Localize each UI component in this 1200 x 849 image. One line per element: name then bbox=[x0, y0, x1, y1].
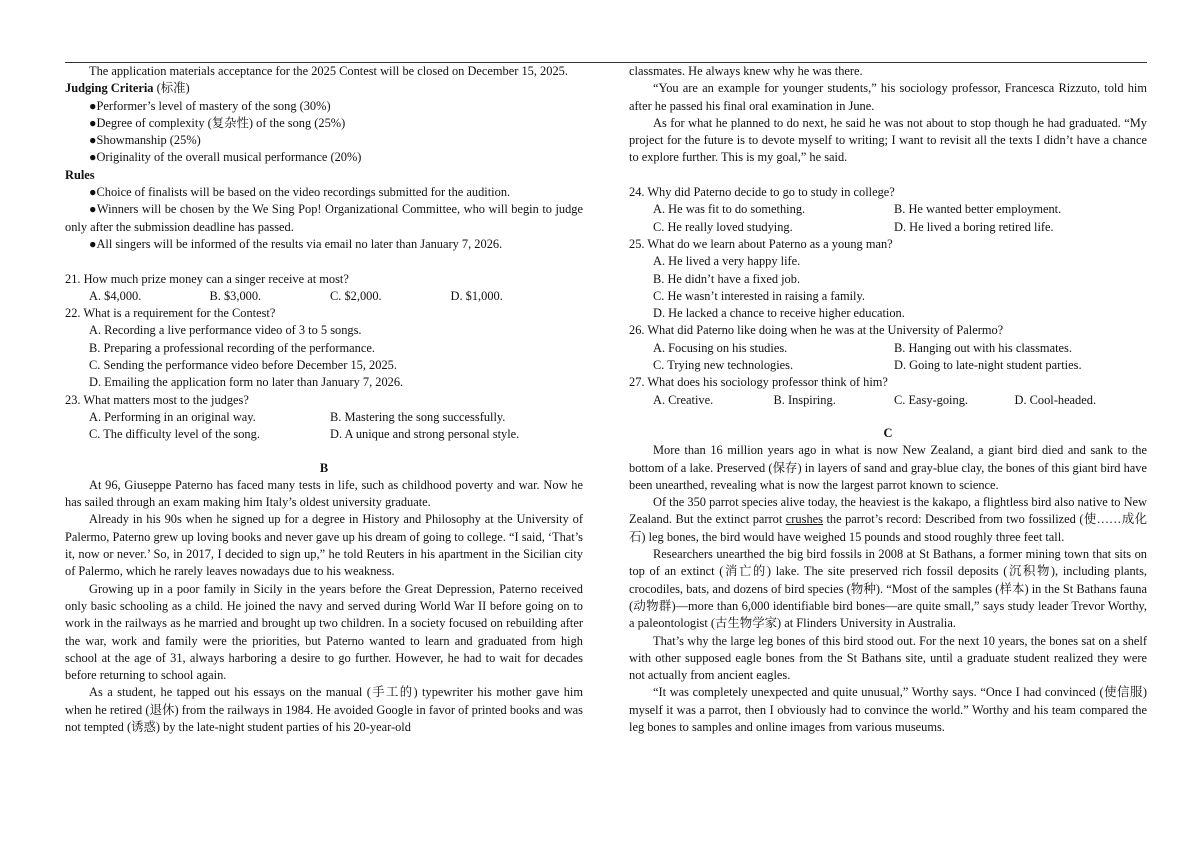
option: A. $4,000. bbox=[89, 288, 142, 303]
question-25-stem: 25. What do we learn about Paterno as a young man? bbox=[629, 236, 893, 251]
passage-c-text: the parrot’s record: Described from two fossilized (使……成化石) leg bones, the bird would have weighed 15 pounds and stood roughly three feet tall. bbox=[629, 512, 1147, 544]
option: B. $3,000. bbox=[209, 288, 262, 303]
rule-item: ●All singers will be informed of the results via email no later than January 7, 2026. bbox=[89, 236, 503, 251]
option: D. He lived a boring retired life. bbox=[894, 219, 1054, 234]
option: B. Preparing a professional recording of the performance. bbox=[89, 340, 375, 355]
option: B. Mastering the song successfully. bbox=[330, 409, 506, 424]
underlined-word: crushes bbox=[785, 512, 823, 527]
section-c-title: C bbox=[883, 425, 893, 440]
right-column bbox=[629, 63, 1147, 736]
option: C. Sending the performance video before December 15, 2025. bbox=[89, 358, 397, 373]
question-21-options bbox=[65, 288, 583, 305]
passage-b-paragraph: “You are an example for younger students,” his sociology professor, Francesca Rizzuto, told him after he passed his final oral examination in June. bbox=[629, 81, 1147, 113]
question-22-stem: 22. What is a requirement for the Contest? bbox=[65, 306, 276, 321]
criterion-item: ●Degree of complexity (复杂性) of the song (25%) bbox=[89, 115, 346, 130]
option: D. Emailing the application form no later than January 7, 2026. bbox=[89, 375, 404, 390]
question-27-options bbox=[629, 392, 1147, 409]
option: A. Performing in an original way. bbox=[89, 409, 256, 424]
option: B. Hanging out with his classmates. bbox=[894, 340, 1072, 355]
option: A. He was fit to do something. bbox=[653, 202, 806, 217]
criterion-item: ●Showmanship (25%) bbox=[89, 133, 201, 148]
question-26-stem: 26. What did Paterno like doing when he was at the University of Palermo? bbox=[629, 323, 1004, 338]
option: B. He wanted better employment. bbox=[894, 202, 1062, 217]
passage-c-paragraph: “It was completely unexpected and quite unusual,” Worthy says. “Once I had convinced (使信服) myself it was a parrot, then I obviously had to convince the world.” Worthy and his team compared the leg bones to samples and online images from various museums. bbox=[629, 685, 1147, 734]
option: D. $1,000. bbox=[450, 288, 503, 303]
passage-c-paragraph: Researchers unearthed the big bird fossils in 2008 at St Bathans, a former mining town that sits on top of an extinct (消亡的) lake. The site preserved rich fossil deposits (沉积物), including plants, crocodiles, bats, and dozens of bird species (物种). “Most of the samples (样本) in the St Bathans fauna (动物群)—more than 6,000 identifiable bird bones—are quite small,” says study leader Trevor Worthy, a paleontologist (古生物学家) at Flinders University in Australia. bbox=[629, 547, 1147, 631]
question-24-options-row1 bbox=[629, 201, 1147, 218]
option: C. Trying new technologies. bbox=[653, 358, 794, 373]
question-26-options-row1 bbox=[629, 340, 1147, 357]
option: B. He didn’t have a fixed job. bbox=[653, 271, 801, 286]
passage-c-paragraph: That’s why the large leg bones of this bird stood out. For the next 10 years, the bones sat on a shelf with other supposed eagle bones from the St Bathans site, until a graduate student realized they were not actually from ancient eagles. bbox=[629, 633, 1147, 683]
passage-b-paragraph: As a student, he tapped out his essays on the manual (手工的) typewriter his mother gave him when he retired (退休) from the railways in 1984. He avoided Google in favor of printed books and was not tempted (诱惑) by the late-night student parties of his 20-year-old bbox=[65, 685, 583, 734]
rules-heading: Rules bbox=[65, 167, 95, 182]
criterion-item: ●Originality of the overall musical performance (20%) bbox=[89, 150, 362, 165]
passage-b-continuation: classmates. He always knew why he was there. bbox=[629, 64, 863, 78]
option: D. Going to late-night student parties. bbox=[894, 358, 1082, 373]
question-23-options-row2 bbox=[65, 426, 583, 443]
option: C. $2,000. bbox=[330, 288, 382, 303]
option: A. Creative. bbox=[653, 392, 714, 407]
criterion-item: ●Performer’s level of mastery of the song (30%) bbox=[89, 98, 331, 113]
option: C. Easy-going. bbox=[894, 392, 968, 407]
section-b-title: B bbox=[319, 460, 329, 475]
judging-heading-text: Judging Criteria bbox=[65, 81, 154, 96]
option: D. He lacked a chance to receive higher education. bbox=[653, 306, 905, 321]
passage-c-text: Of the 350 parrot species alive today, the heaviest is the kakapo, a flightless bird also native to New Zealand. But the extinct parrot bbox=[629, 495, 1147, 527]
question-23-options-row1 bbox=[65, 409, 583, 426]
option: A. Focusing on his studies. bbox=[653, 340, 788, 355]
contest-intro: The application materials acceptance for the 2025 Contest will be closed on December 15, 2025. bbox=[89, 64, 568, 78]
passage-c-paragraph bbox=[629, 494, 1147, 546]
question-26-options-row2 bbox=[629, 357, 1147, 374]
option: C. He wasn’t interested in raising a family. bbox=[653, 288, 865, 303]
option: A. Recording a live performance video of 3 to 5 songs. bbox=[89, 323, 362, 338]
judging-heading-cn: (标准) bbox=[156, 81, 190, 96]
option: C. He really loved studying. bbox=[653, 219, 793, 234]
question-21-stem: 21. How much prize money can a singer receive at most? bbox=[65, 271, 349, 286]
passage-b-paragraph: At 96, Giuseppe Paterno has faced many tests in life, such as childhood poverty and war. Now he has sailed through an exam making him Italy’s oldest university graduate. bbox=[65, 477, 583, 510]
question-27-stem: 27. What does his sociology professor think of him? bbox=[629, 375, 888, 390]
passage-b-paragraph: As for what he planned to do next, he said he was not about to stop though he had graduated. “My project for the future is to devote myself to writing; I want to revisit all the texts I didn’t have a chance to explore further. This is my goal,” he said. bbox=[629, 115, 1147, 165]
left-column bbox=[65, 63, 583, 736]
question-23-stem: 23. What matters most to the judges? bbox=[65, 392, 249, 407]
passage-c-paragraph: More than 16 million years ago in what is now New Zealand, a giant bird died and sank to the bottom of a lake. Preserved (保存) in layers of sand and gray-blue clay, the bones of this giant bird have been unearthed, revealing what is now the largest parrot known to science. bbox=[629, 443, 1147, 492]
judging-criteria-heading bbox=[65, 80, 583, 97]
rule-item: ●Choice of finalists will be based on the video recordings submitted for the audition. bbox=[89, 185, 511, 200]
question-24-stem: 24. Why did Paterno decide to go to study in college? bbox=[629, 185, 895, 200]
rule-item: ●Winners will be chosen by the We Sing Pop! Organizational Committee, who will begin to judge only after the submission deadline has passed. bbox=[65, 202, 583, 234]
option: D. A unique and strong personal style. bbox=[330, 427, 520, 442]
passage-b-paragraph: Growing up in a poor family in Sicily in the years before the Great Depression, Paterno received only basic schooling as a child. He joined the navy and served during World War II before going on to work in the railways as he married and brought up two children. In a society focused on rebuilding after the war, work and family were the priorities, but Paterno wanted to learn and graduated from high school at the age of 31, always harboring a desire to go further. However, he had to wait for decades before returning to school again. bbox=[65, 581, 583, 683]
option: C. The difficulty level of the song. bbox=[89, 427, 260, 442]
option: B. Inspiring. bbox=[773, 392, 836, 407]
passage-b-paragraph: Already in his 90s when he signed up for a degree in History and Philosophy at the University of Palermo, Paterno grew up loving books and never gave up his dream of going to college. “I said, ‘That’s it, now or never.’ So, in 2017, I decided to sign up,” he told Reuters in his apartment in the Sicilian city of Palermo, which he rarely leaves nowadays due to his weakness. bbox=[65, 512, 583, 579]
option: A. He lived a very happy life. bbox=[653, 254, 801, 269]
option: D. Cool-headed. bbox=[1014, 392, 1097, 407]
question-24-options-row2 bbox=[629, 219, 1147, 236]
